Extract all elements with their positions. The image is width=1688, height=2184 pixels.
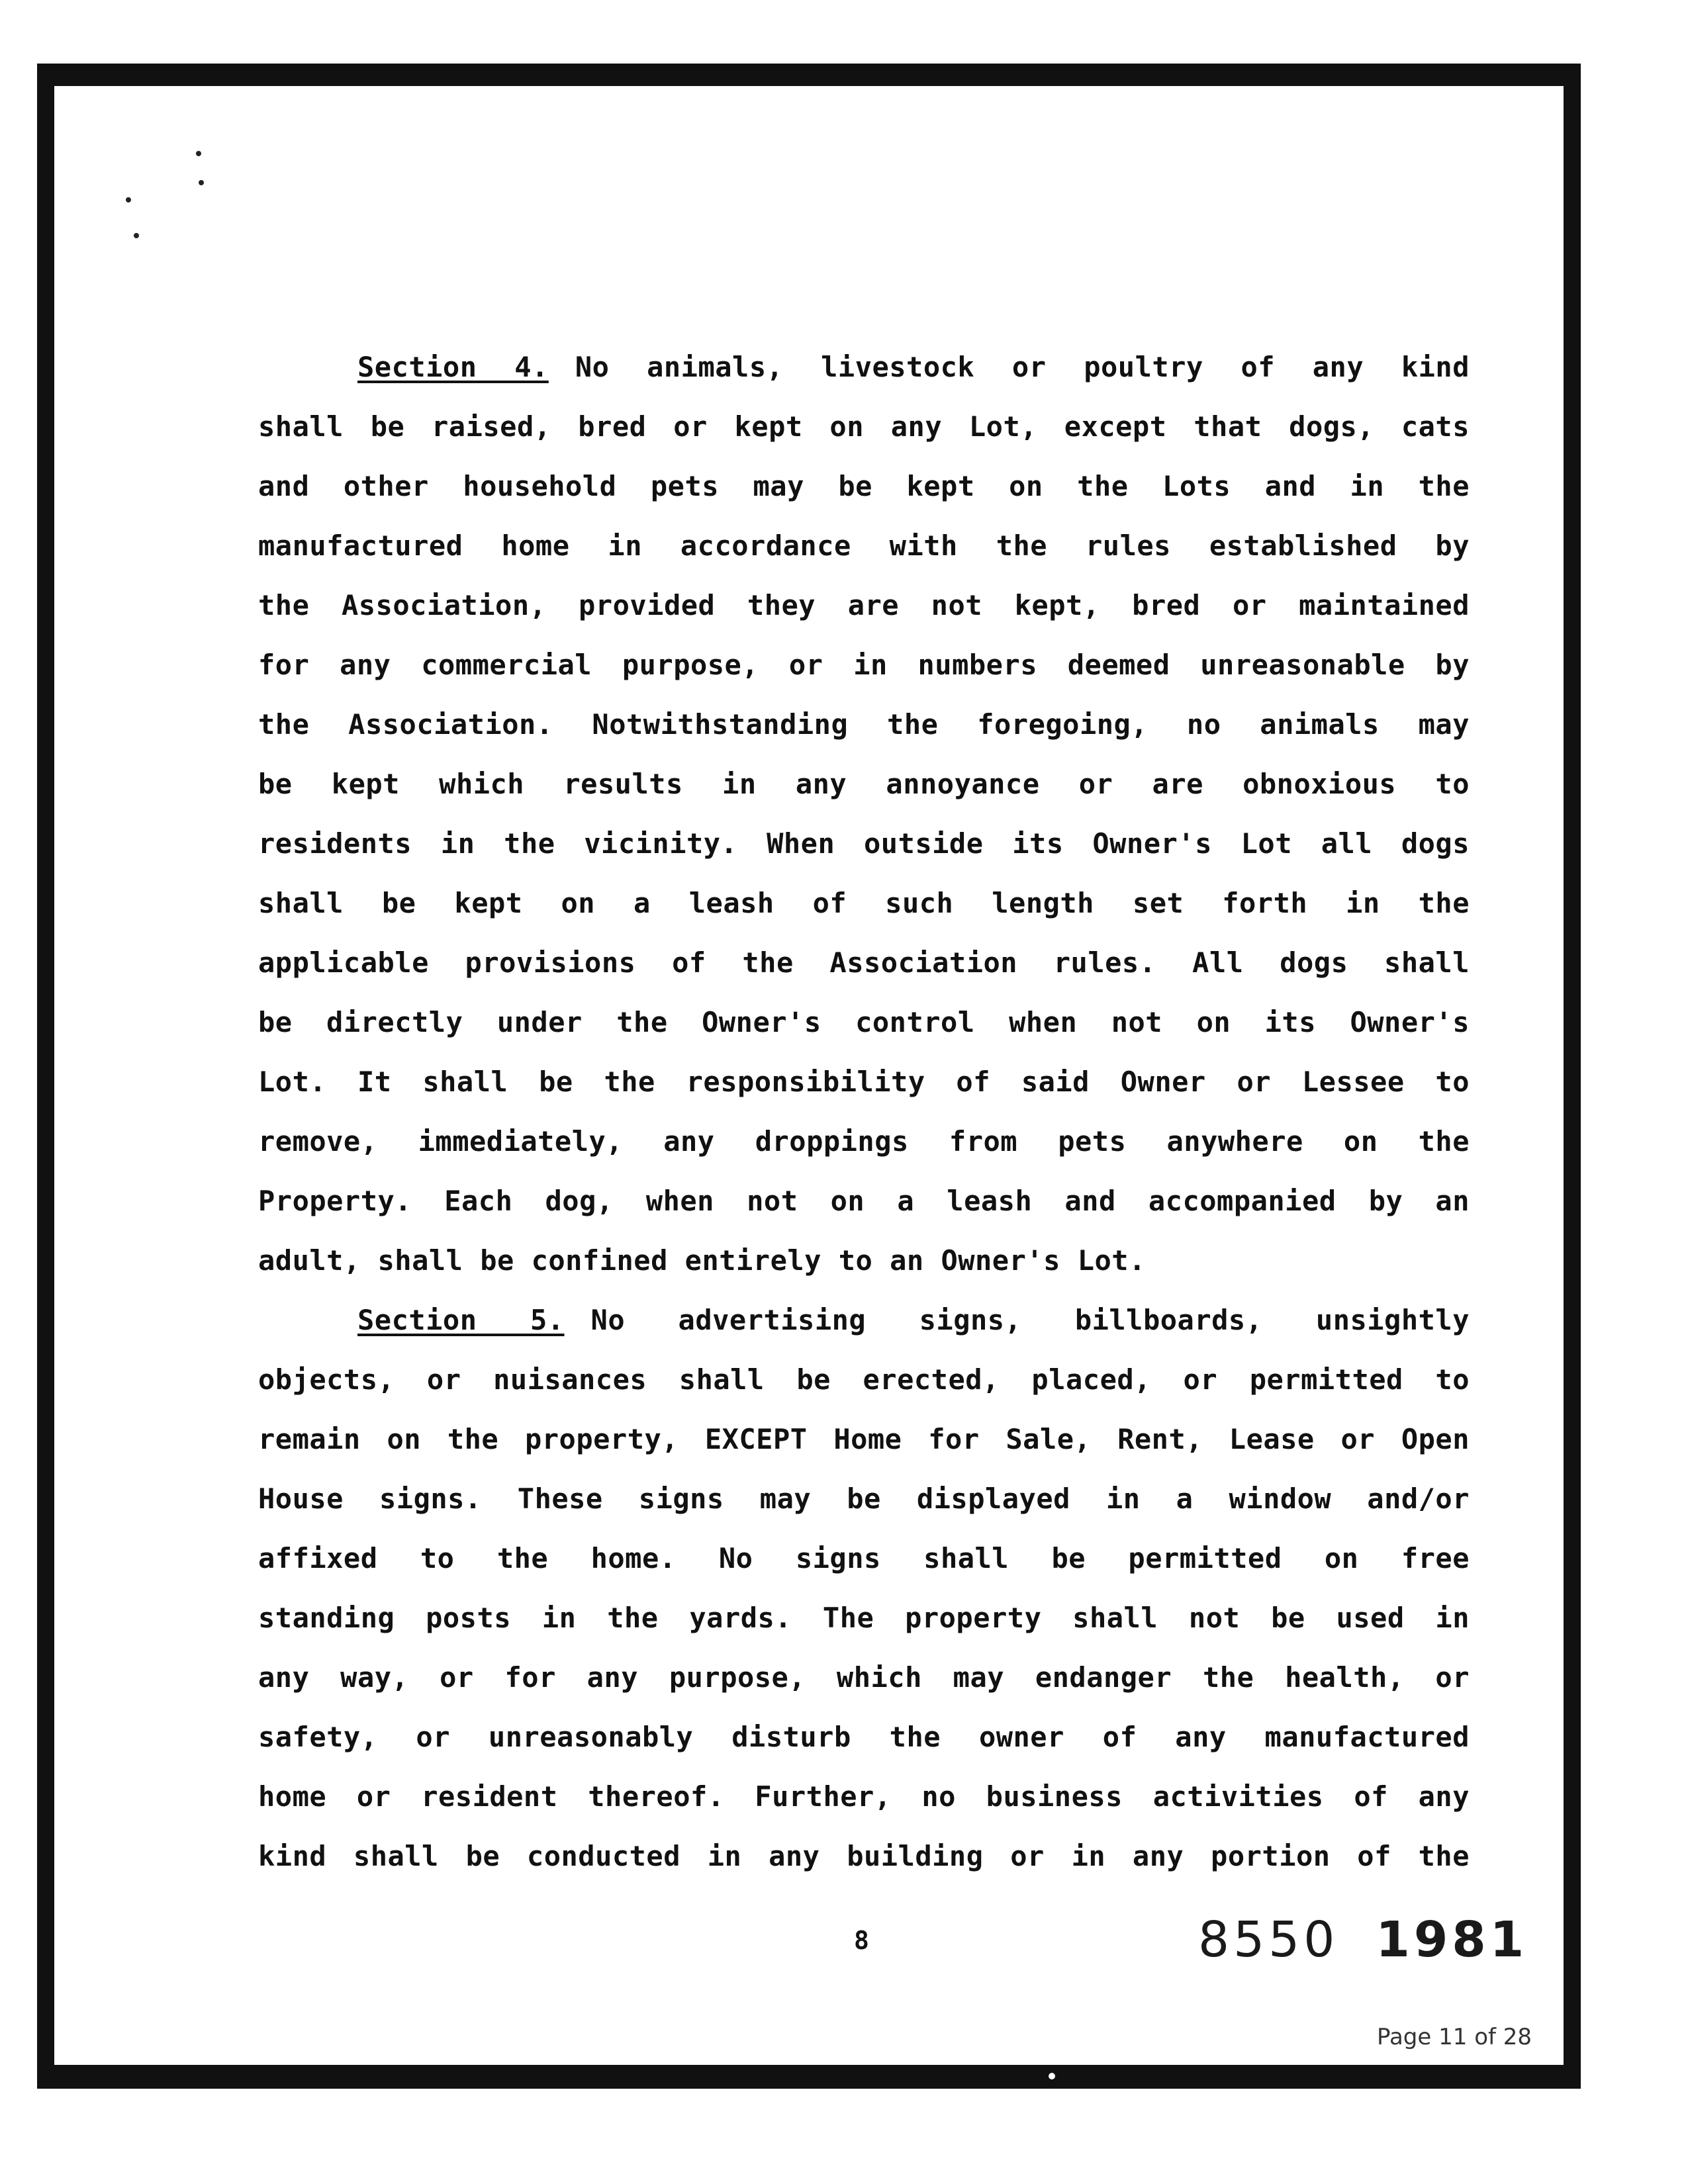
stamp-page: 1981 [1376,1911,1528,1968]
text-line: be kept which results in any annoyance or are obnoxious to [258,768,1470,800]
page-footer: Page 11 of 28 [1377,2024,1532,2050]
stamp-book: 8550 [1198,1911,1339,1968]
scan-speck [134,233,139,238]
text-line: residents in the vicinity. When outside its Owner's Lot all dogs [258,827,1470,860]
section-4-heading: Section 4. [357,351,549,383]
text-line: home or resident thereof. Further, no business activities of any [258,1780,1470,1813]
text-line: Section 5. No advertising signs, billboards, unsightly [357,1304,1470,1336]
text-line: House signs. These signs may be displayed in a window and/or [258,1482,1470,1515]
text-line: remain on the property, EXCEPT Home for Sale, Rent, Lease or Open [258,1423,1470,1455]
scan-speck [199,180,204,185]
text-line: the Association. Notwithstanding the foregoing, no animals may [258,708,1470,741]
document-body [258,338,1470,1886]
text-line: Lot. It shall be the responsibility of said Owner or Lessee to [258,1066,1470,1098]
text-line: for any commercial purpose, or in numbers deemed unreasonable by [258,649,1470,681]
text-line: affixed to the home. No signs shall be permitted on free [258,1542,1470,1574]
recording-stamp [1198,1911,1528,1968]
text-line: be directly under the Owner's control when not on its Owner's [258,1006,1470,1038]
text-line: remove, immediately, any droppings from pets anywhere on the [258,1125,1470,1158]
text-line: kind shall be conducted in any building or in any portion of the [258,1840,1470,1872]
section-5-heading: Section 5. [357,1304,565,1336]
text-line: and other household pets may be kept on the Lots and in the [258,470,1470,502]
scan-speck [1049,2073,1055,2079]
scan-speck [196,151,201,156]
text-line: shall be kept on a leash of such length set forth in the [258,887,1470,919]
text-line: objects, or nuisances shall be erected, placed, or permitted to [258,1363,1470,1396]
scan-speck [126,197,131,203]
page-number: 8 [854,1926,869,1955]
text-line: any way, or for any purpose, which may endanger the health, or [258,1661,1470,1694]
text-line: standing posts in the yards. The property shall not be used in [258,1602,1470,1634]
text-line: Property. Each dog, when not on a leash and accompanied by an [258,1185,1470,1217]
text-line: safety, or unreasonably disturb the owner of any manufactured [258,1721,1470,1753]
text-line: Section 4. No animals, livestock or poultry of any kind [357,351,1470,383]
text-line: shall be raised, bred or kept on any Lot, except that dogs, cats [258,410,1470,443]
text-line: adult, shall be confined entirely to an Owner's Lot. [258,1244,1146,1277]
text-line: applicable provisions of the Association rules. All dogs shall [258,946,1470,979]
text-line: the Association, provided they are not kept, bred or maintained [258,589,1470,621]
text-line: manufactured home in accordance with the rules established by [258,529,1470,562]
